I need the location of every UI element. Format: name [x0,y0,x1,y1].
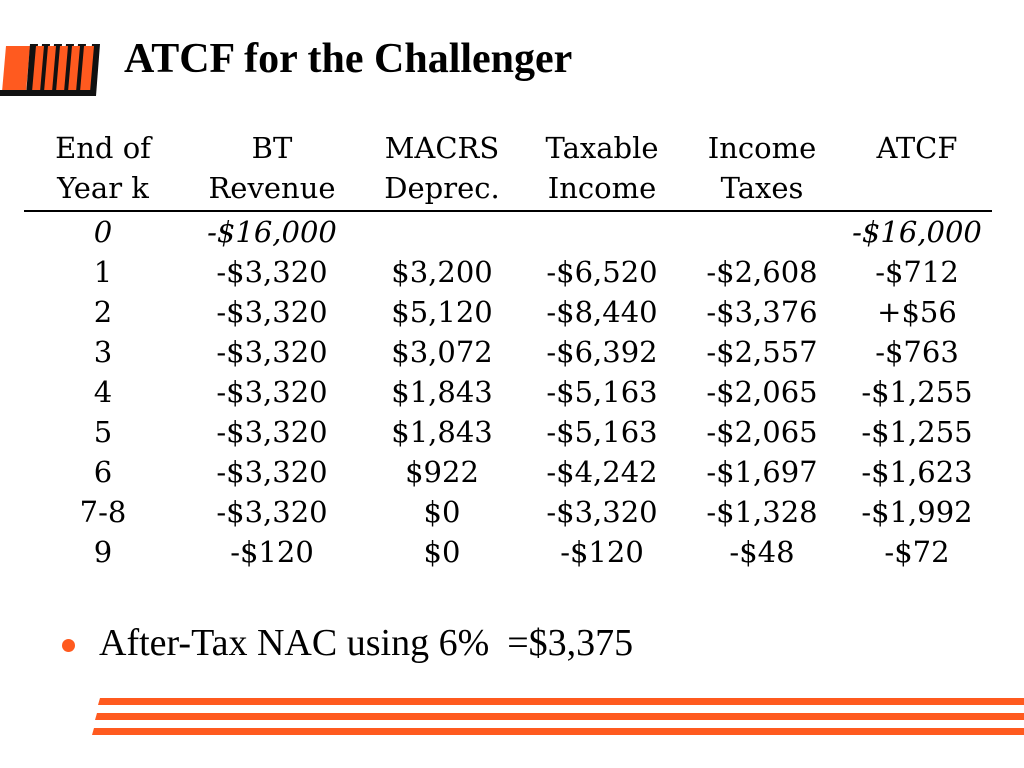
cell-taxable-income: -$6,392 [546,335,658,369]
atcf-table [24,128,992,572]
cell-taxable-income: -$3,320 [546,495,658,529]
cell-year: 7-8 [79,495,127,529]
cell-bt-revenue: -$3,320 [216,375,328,409]
cell-bt-revenue: -$3,320 [216,335,328,369]
cell-macrs-deprec: $5,120 [391,295,493,329]
table-row [24,412,992,452]
cell-taxable-income: -$5,163 [546,415,658,449]
cell-taxable-income: -$5,163 [546,375,658,409]
bullet-result: =$3,375 [507,622,634,664]
table-row [24,211,992,252]
cell-income-taxes: -$2,608 [706,255,818,289]
logo-bars [0,44,100,96]
cell-year: 5 [93,415,113,449]
cell-income-taxes: -$2,065 [706,375,818,409]
cell-income-taxes: -$2,557 [706,335,818,369]
bullet-item [62,618,633,668]
table-row [24,532,992,572]
cell-atcf: -$1,255 [861,415,973,449]
header-bt-revenue: BT Revenue [182,128,362,211]
cell-income-taxes: -$1,328 [706,495,818,529]
table-header-row [24,128,992,211]
cell-income-taxes: -$2,065 [706,415,818,449]
table-row [24,372,992,412]
cell-atcf: -$16,000 [852,215,982,249]
cell-atcf: -$1,623 [861,455,973,489]
cell-macrs-deprec: $1,843 [391,415,493,449]
cell-bt-revenue: -$3,320 [216,495,328,529]
slide-title: ATCF for the Challenger [124,36,573,82]
cell-atcf: -$1,992 [861,495,973,529]
cell-year: 0 [93,215,113,249]
cell-income-taxes [682,211,842,252]
cell-income-taxes: -$1,697 [706,455,818,489]
cell-taxable-income: -$120 [560,535,644,569]
orange-slanted-bars-logo [0,40,112,100]
bullet-dot-icon [62,639,75,652]
cell-taxable-income: -$6,520 [546,255,658,289]
cell-macrs-deprec [362,211,522,252]
cell-bt-revenue: -$16,000 [207,215,337,249]
table-row [24,252,992,292]
header-end-of-year: End of Year k [24,128,182,211]
cell-bt-revenue: -$3,320 [216,455,328,489]
table-row [24,332,992,372]
cell-atcf: -$72 [884,535,950,569]
cell-year: 6 [93,455,113,489]
cell-atcf: -$763 [875,335,959,369]
cell-macrs-deprec: $3,072 [391,335,493,369]
table-row [24,452,992,492]
header-income-taxes: Income Taxes [682,128,842,211]
cell-atcf: -$1,255 [861,375,973,409]
cell-macrs-deprec: $1,843 [391,375,493,409]
cell-atcf: -$712 [875,255,959,289]
cell-year: 1 [93,255,113,289]
cell-year: 4 [93,375,113,409]
cell-year: 2 [93,295,113,329]
cell-taxable-income [522,211,682,252]
cell-bt-revenue: -$120 [230,535,314,569]
cell-income-taxes: -$3,376 [706,295,818,329]
cell-income-taxes: -$48 [729,535,795,569]
cell-year: 3 [93,335,113,369]
table-row [24,492,992,532]
header-macrs-deprec: MACRS Deprec. [362,128,522,211]
cell-macrs-deprec: $0 [423,535,461,569]
cell-macrs-deprec: $0 [423,495,461,529]
cell-taxable-income: -$8,440 [546,295,658,329]
cell-bt-revenue: -$3,320 [216,295,328,329]
table-row [24,292,992,332]
cell-taxable-income: -$4,242 [546,455,658,489]
cell-year: 9 [93,535,113,569]
cell-bt-revenue: -$3,320 [216,415,328,449]
bullet-text: After-Tax NAC using 6% [99,622,490,664]
header-taxable-income: Taxable Income [522,128,682,211]
header-atcf: ATCF [842,128,992,211]
cell-macrs-deprec: $922 [405,455,479,489]
cell-macrs-deprec: $3,200 [391,255,493,289]
cell-bt-revenue: -$3,320 [216,255,328,289]
footer-stripes-decoration [90,698,1024,738]
cell-atcf: +$56 [877,295,957,329]
